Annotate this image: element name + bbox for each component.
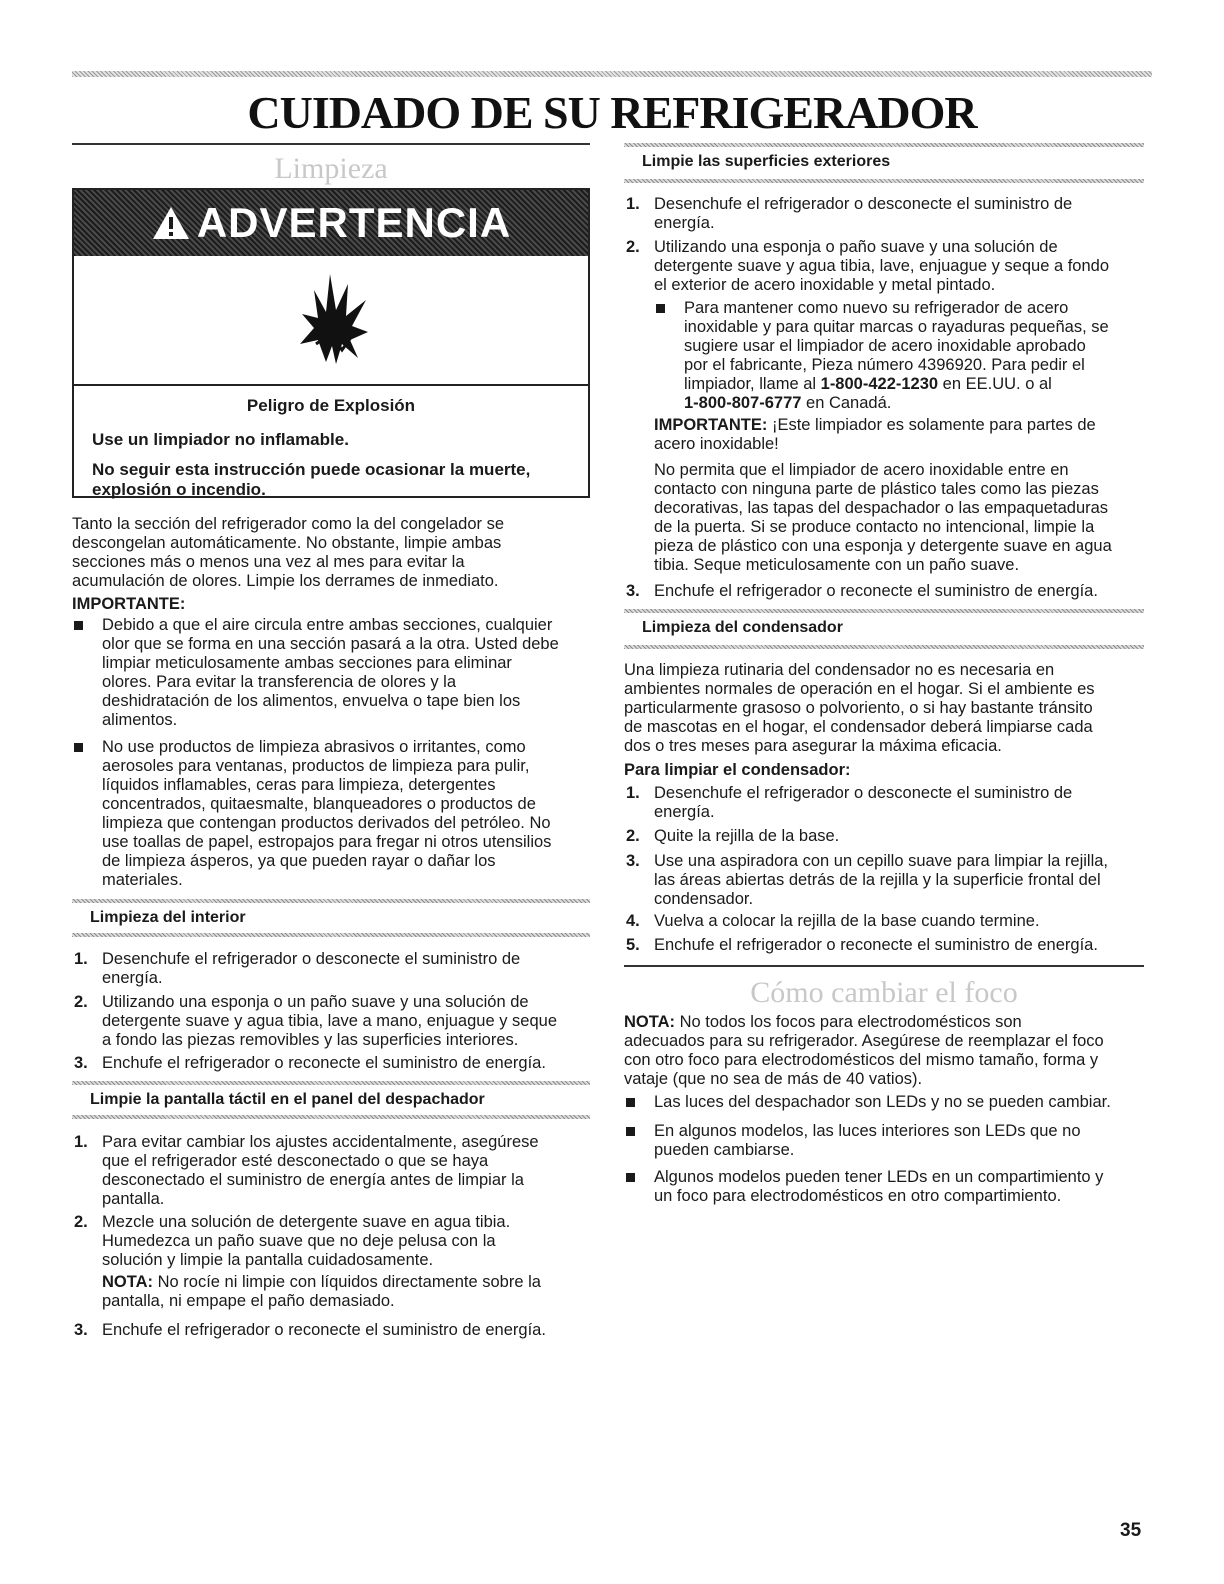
- list-item: En algunos modelos, las luces interiores son LEDs que no pueden cambiarse.: [654, 1122, 1081, 1159]
- importante-label: IMPORTANTE:: [72, 595, 186, 613]
- subsection-exterior: [624, 143, 1144, 179]
- list-item: Para mantener como nuevo su refrigerador de acero inoxidable y para quitar marcas o rayaduras pequeñas, se sugiere usar el limpiador de acero inoxidable aprobado por el fabricante, Pieza número 4396920. Para pedir el limpiador, llame al 1-800-422-1230 en EE.UU. o al 1-800-807-6777 en Canadá.: [684, 299, 1109, 412]
- bullet-icon: [74, 743, 83, 752]
- list-item: Vuelva a colocar la rejilla de la base cuando termine.: [654, 912, 1040, 930]
- phone-us: 1-800-422-1230: [820, 375, 939, 393]
- bullet-icon: [626, 1098, 635, 1107]
- top-hatched-rule: [72, 71, 1152, 77]
- list-item: Las luces del despachador son LEDs y no se pueden cambiar.: [654, 1093, 1111, 1111]
- list-item: Debido a que el aire circula entre ambas secciones, cualquier olor que se forma en una sección pasará a la otra. Usted debe limpiar meticulosamente ambas secciones para eliminar olores. Para evitar la transferencia de olores y la deshidratación de los alimentos, envuelva o tape bien los alimentos.: [102, 616, 559, 729]
- para-limpiar-label: Para limpiar el condensador:: [624, 761, 851, 779]
- list-item: Quite la rejilla de la base.: [654, 827, 840, 845]
- list-item: Utilizando una esponja o un paño suave y una solución de detergente suave y agua tibia, lave a mano, enjuague y seque a fondo las piezas removibles y las superficies interiores.: [102, 993, 557, 1049]
- subsection-heading: Limpieza del condensador: [642, 619, 843, 636]
- warning-header: [74, 190, 588, 256]
- list-item: No use productos de limpieza abrasivos o irritantes, como aerosoles para ventanas, productos de limpieza para pulir, líquidos inflamables, ceras para limpieza, detergentes concentrados, quitaesmalte, blanqueadores o productos de limpieza que contengan productos derivados del petróleo. No use toallas de papel, estropajos para fregar ni otros utensilios de limpieza ásperos, ya que pueden rayar o dañar los materiales.: [102, 738, 552, 889]
- warning-line: No seguir esta instrucción puede ocasionar la muerte,: [92, 460, 531, 479]
- list-item: Enchufe el refrigerador o reconecte el suministro de energía.: [654, 936, 1098, 954]
- section-heading-limpieza: Limpieza: [274, 152, 388, 185]
- list-item: Utilizando una esponja o paño suave y una solución de detergente suave y agua tibia, lave, enjuague y seque a fondo el exterior de acero inoxidable y metal pintado.: [654, 238, 1110, 294]
- section-rule: [72, 143, 590, 145]
- condensador-paragraph: Una limpieza rutinaria del condensador no es necesaria en ambientes normales de operación en el hogar. Si el ambiente es particularmente grasoso o polvoriento, o si hay bastante tránsito de mascotas en el hogar, el condensador deberá limpiarse cada dos o tres meses para asegurar la máxima eficacia.: [624, 661, 1095, 755]
- list-item: Use una aspiradora con un cepillo suave para limpiar la rejilla, las áreas abiertas detrás de la rejilla y la superficie frontal del condensador.: [654, 852, 1108, 908]
- foco-nota-paragraph: NOTA: No todos los focos para electrodomésticos son adecuados para su refrigerador. Asegúrese de reemplazar el foco con otro foco para electrodomésticos del mismo tamaño, forma y vataje (que no sea de más de 40 vatios).: [624, 1013, 1104, 1088]
- warning-triangle-icon: [151, 205, 191, 241]
- phone-ca: 1-800-807-6777: [684, 394, 802, 412]
- nota-paragraph: NOTA: No rocíe ni limpie con líquidos directamente sobre la pantalla, ni empape el paño demasiado.: [102, 1273, 541, 1310]
- importante-paragraph: IMPORTANTE: ¡Este limpiador es solamente para partes de acero inoxidable!: [654, 416, 1096, 453]
- subsection-pantalla: [72, 1081, 590, 1117]
- explosion-icon: [296, 270, 370, 366]
- list-item: Enchufe el refrigerador o reconecte el suministro de energía.: [102, 1321, 546, 1339]
- section-heading-foco: Cómo cambiar el foco: [750, 976, 1018, 1009]
- list-item: Para evitar cambiar los ajustes accidentalmente, asegúrese que el refrigerador esté desconectado o que se haya desconectado el suministro de energía antes de limpiar la pantalla.: [102, 1133, 539, 1208]
- section-rule: [624, 965, 1144, 967]
- list-item: Algunos modelos pueden tener LEDs en un compartimiento y un foco para electrodomésticos en otro compartimiento.: [654, 1168, 1104, 1205]
- page-title: CUIDADO DE SU REFRIGERADOR: [247, 87, 977, 138]
- list-item: Desenchufe el refrigerador o desconecte el suministro de energía.: [654, 784, 1073, 821]
- warning-title: ADVERTENCIA: [196, 199, 512, 246]
- list-item: Desenchufe el refrigerador o desconecte el suministro de energía.: [654, 195, 1073, 232]
- intro-paragraph: Tanto la sección del refrigerador como la del congelador se descongelan automáticamente. No obstante, limpie ambas secciones más o menos una vez al mes para evitar la acumulación de olores. Limpie los derrames de inmediato.: [72, 515, 504, 590]
- list-item: Enchufe el refrigerador o reconecte el suministro de energía.: [102, 1054, 546, 1072]
- subsection-condensador: [624, 609, 1144, 645]
- list-item: Mezcle una solución de detergente suave en agua tibia. Humedezca un paño suave que no deje pelusa con la solución y limpie la pantalla cuidadosamente.: [102, 1213, 511, 1269]
- bullet-icon: [656, 304, 665, 313]
- subsection-heading: Limpieza del interior: [90, 909, 246, 926]
- warning-line: explosión o incendio.: [92, 480, 266, 499]
- subsection-interior: [72, 899, 590, 935]
- bullet-icon: [626, 1173, 635, 1182]
- subsection-heading: Limpie la pantalla táctil en el panel del despachador: [90, 1091, 485, 1108]
- warning-pictogram-area: [74, 256, 588, 386]
- warning-line: Use un limpiador no inflamable.: [92, 430, 349, 449]
- subsection-heading: Limpie las superficies exteriores: [642, 153, 891, 170]
- no-permita-paragraph: No permita que el limpiador de acero inoxidable entre en contacto con ninguna parte de plástico tales como las piezas decorativas, las tapas del despachador o las empaquetaduras de la puerta. Si se produce contacto no intencional, limpie la pieza de plástico con una esponja y detergente suave en agua tibia. Seque meticulosamente con un paño suave.: [654, 461, 1112, 574]
- page-number: 35: [1120, 1520, 1142, 1541]
- bullet-icon: [74, 621, 83, 630]
- bullet-icon: [626, 1127, 635, 1136]
- warning-hazard: Peligro de Explosión: [246, 396, 416, 415]
- warning-box: [72, 188, 590, 498]
- list-item: Enchufe el refrigerador o reconecte el suministro de energía.: [654, 582, 1098, 600]
- list-item: Desenchufe el refrigerador o desconecte el suministro de energía.: [102, 950, 521, 987]
